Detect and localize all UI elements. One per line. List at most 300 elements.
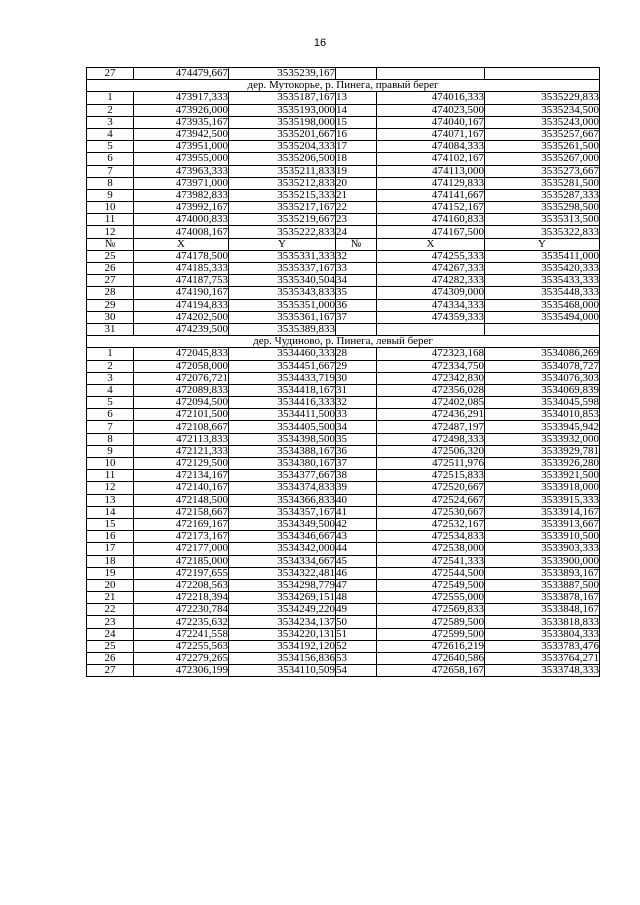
point-number: 12	[87, 482, 134, 494]
point-number: 26	[87, 653, 134, 665]
point-number: 22	[336, 202, 377, 214]
point-number: 54	[336, 665, 377, 677]
point-number: 40	[336, 494, 377, 506]
x-coordinate: 474187,753	[134, 275, 229, 287]
point-number: 31	[87, 323, 134, 335]
y-coordinate: 3535287,333	[485, 189, 600, 201]
point-number: 1	[87, 92, 134, 104]
y-coordinate: 3534192,120	[229, 640, 336, 652]
point-number: 35	[336, 433, 377, 445]
x-coordinate: 472658,167	[377, 665, 485, 677]
table-row	[87, 506, 600, 518]
point-number: 14	[87, 506, 134, 518]
y-coordinate: 3533903,333	[485, 543, 600, 555]
point-number: 1	[87, 348, 134, 360]
y-coordinate: 3535351,000	[229, 299, 336, 311]
y-coordinate: 3535222,833	[229, 226, 336, 238]
point-number: 21	[336, 189, 377, 201]
y-coordinate: 3535211,833	[229, 165, 336, 177]
y-coordinate: 3535204,333	[229, 141, 336, 153]
y-coordinate: 3534357,167	[229, 506, 336, 518]
x-coordinate: 472230,784	[134, 604, 229, 616]
x-coordinate: 472185,000	[134, 555, 229, 567]
y-coordinate: 3534110,509	[229, 665, 336, 677]
y-coordinate: 3534269,151	[229, 592, 336, 604]
point-number: 36	[336, 445, 377, 457]
x-coordinate: 472045,833	[134, 348, 229, 360]
point-number: 30	[87, 311, 134, 323]
point-number: 9	[87, 189, 134, 201]
table-row	[87, 116, 600, 128]
point-number: 47	[336, 579, 377, 591]
point-number: 20	[87, 579, 134, 591]
point-number: 8	[87, 177, 134, 189]
x-coordinate: 474202,500	[134, 311, 229, 323]
y-coordinate: 3535322,833	[485, 226, 600, 238]
x-coordinate: 474129,833	[377, 177, 485, 189]
y-coordinate: 3535261,500	[485, 141, 600, 153]
y-coordinate: 3535331,333	[229, 250, 336, 262]
x-coordinate: 472089,833	[134, 384, 229, 396]
y-coordinate: 3535239,167	[229, 68, 336, 80]
x-coordinate: 472158,667	[134, 506, 229, 518]
column-header: Y	[229, 238, 336, 250]
x-coordinate: 474194,833	[134, 299, 229, 311]
section-title-row	[87, 80, 600, 92]
point-number: 10	[87, 202, 134, 214]
column-header: №	[87, 238, 134, 250]
x-coordinate: 472402,085	[377, 397, 485, 409]
y-coordinate: 3533915,333	[485, 494, 600, 506]
x-coordinate: 473951,000	[134, 141, 229, 153]
x-coordinate: 472121,333	[134, 445, 229, 457]
point-number: 13	[336, 92, 377, 104]
point-number: 51	[336, 628, 377, 640]
table-row	[87, 640, 600, 652]
point-number: 21	[87, 592, 134, 604]
table-row	[87, 250, 600, 262]
table-row	[87, 311, 600, 323]
y-coordinate: 3534334,667	[229, 555, 336, 567]
point-number: 23	[87, 616, 134, 628]
x-coordinate: 472241,558	[134, 628, 229, 640]
point-number: 7	[87, 421, 134, 433]
y-coordinate: 3535215,333	[229, 189, 336, 201]
point-number: 37	[336, 311, 377, 323]
table-row	[87, 579, 600, 591]
x-coordinate: 472487,197	[377, 421, 485, 433]
table-row	[87, 665, 600, 677]
y-coordinate: 3533900,000	[485, 555, 600, 567]
section-title-row	[87, 336, 600, 348]
table-row	[87, 494, 600, 506]
y-coordinate: 3534010,853	[485, 409, 600, 421]
x-coordinate: 474185,333	[134, 263, 229, 275]
y-coordinate: 3533764,271	[485, 653, 600, 665]
table-row	[87, 409, 600, 421]
y-coordinate: 3533818,833	[485, 616, 600, 628]
point-number: 13	[87, 494, 134, 506]
y-coordinate: 3534069,839	[485, 384, 600, 396]
y-coordinate: 3533918,000	[485, 482, 600, 494]
y-coordinate: 3534451,667	[229, 360, 336, 372]
table-row	[87, 567, 600, 579]
x-coordinate: 474102,167	[377, 153, 485, 165]
y-coordinate: 3534342,000	[229, 543, 336, 555]
empty-cell	[336, 323, 377, 335]
table-row	[87, 518, 600, 530]
point-number: 49	[336, 604, 377, 616]
y-coordinate: 3535313,500	[485, 214, 600, 226]
x-coordinate: 473926,000	[134, 104, 229, 116]
table-row	[87, 482, 600, 494]
x-coordinate: 472498,333	[377, 433, 485, 445]
x-coordinate: 472134,167	[134, 470, 229, 482]
point-number: 25	[87, 250, 134, 262]
column-header: X	[134, 238, 229, 250]
point-number: 34	[336, 275, 377, 287]
y-coordinate: 3535187,167	[229, 92, 336, 104]
point-number: 17	[336, 141, 377, 153]
y-coordinate: 3535217,167	[229, 202, 336, 214]
y-coordinate: 3533913,667	[485, 518, 600, 530]
table-row	[87, 165, 600, 177]
y-coordinate: 3535433,333	[485, 275, 600, 287]
point-number: 45	[336, 555, 377, 567]
point-number: 17	[87, 543, 134, 555]
x-coordinate: 473982,833	[134, 189, 229, 201]
x-coordinate: 472534,833	[377, 531, 485, 543]
x-coordinate: 473963,333	[134, 165, 229, 177]
y-coordinate: 3534298,779	[229, 579, 336, 591]
y-coordinate: 3535206,500	[229, 153, 336, 165]
y-coordinate: 3535420,333	[485, 263, 600, 275]
table-row	[87, 628, 600, 640]
x-coordinate: 474239,500	[134, 323, 229, 335]
point-number: 26	[87, 263, 134, 275]
table-row	[87, 287, 600, 299]
point-number: 25	[87, 640, 134, 652]
y-coordinate: 3535494,000	[485, 311, 600, 323]
point-number: 33	[336, 263, 377, 275]
x-coordinate: 472436,291	[377, 409, 485, 421]
y-coordinate: 3533932,000	[485, 433, 600, 445]
y-coordinate: 3534234,137	[229, 616, 336, 628]
point-number: 11	[87, 214, 134, 226]
table-row	[87, 470, 600, 482]
table-row	[87, 348, 600, 360]
x-coordinate: 472599,500	[377, 628, 485, 640]
table-row	[87, 104, 600, 116]
y-coordinate: 3534249,220	[229, 604, 336, 616]
point-number: 20	[336, 177, 377, 189]
x-coordinate: 472129,500	[134, 458, 229, 470]
point-number: 19	[87, 567, 134, 579]
page-number: 16	[313, 37, 327, 49]
point-number: 27	[87, 665, 134, 677]
x-coordinate: 472506,320	[377, 445, 485, 457]
y-coordinate: 3534418,167	[229, 384, 336, 396]
table-row	[87, 275, 600, 287]
column-header: X	[377, 238, 485, 250]
point-number: 34	[336, 421, 377, 433]
point-number: 2	[87, 104, 134, 116]
x-coordinate: 472515,833	[377, 470, 485, 482]
point-number: 3	[87, 372, 134, 384]
x-coordinate: 472538,000	[377, 543, 485, 555]
empty-cell	[377, 323, 485, 335]
y-coordinate: 3533848,167	[485, 604, 600, 616]
y-coordinate: 3535219,667	[229, 214, 336, 226]
x-coordinate: 474113,000	[377, 165, 485, 177]
y-coordinate: 3533910,500	[485, 531, 600, 543]
point-number: 22	[87, 604, 134, 616]
x-coordinate: 474152,167	[377, 202, 485, 214]
y-coordinate: 3534398,500	[229, 433, 336, 445]
x-coordinate: 472255,563	[134, 640, 229, 652]
x-coordinate: 474190,167	[134, 287, 229, 299]
y-coordinate: 3535201,667	[229, 128, 336, 140]
point-number: 32	[336, 250, 377, 262]
y-coordinate: 3535212,833	[229, 177, 336, 189]
point-number: 50	[336, 616, 377, 628]
table-row	[87, 604, 600, 616]
y-coordinate: 3535448,333	[485, 287, 600, 299]
y-coordinate: 3535281,500	[485, 177, 600, 189]
x-coordinate: 474016,333	[377, 92, 485, 104]
x-coordinate: 474479,667	[134, 68, 229, 80]
x-coordinate: 472323,168	[377, 348, 485, 360]
point-number: 15	[87, 518, 134, 530]
point-number: 29	[87, 299, 134, 311]
point-number: 39	[336, 482, 377, 494]
y-coordinate: 3533748,333	[485, 665, 600, 677]
x-coordinate: 474359,333	[377, 311, 485, 323]
point-number: 28	[87, 287, 134, 299]
x-coordinate: 472279,265	[134, 653, 229, 665]
y-coordinate: 3535234,500	[485, 104, 600, 116]
table-row	[87, 202, 600, 214]
y-coordinate: 3534433,719	[229, 372, 336, 384]
y-coordinate: 3534416,333	[229, 397, 336, 409]
point-number: 41	[336, 506, 377, 518]
y-coordinate: 3535389,833	[229, 323, 336, 335]
point-number: 37	[336, 458, 377, 470]
x-coordinate: 472197,655	[134, 567, 229, 579]
x-coordinate: 472173,167	[134, 531, 229, 543]
x-coordinate: 472520,667	[377, 482, 485, 494]
x-coordinate: 474178,500	[134, 250, 229, 262]
table-row	[87, 531, 600, 543]
y-coordinate: 3535298,500	[485, 202, 600, 214]
y-coordinate: 3533926,280	[485, 458, 600, 470]
y-coordinate: 3535340,504	[229, 275, 336, 287]
point-number: 30	[336, 372, 377, 384]
x-coordinate: 472334,750	[377, 360, 485, 372]
point-number: 18	[87, 555, 134, 567]
table-row	[87, 555, 600, 567]
point-number: 42	[336, 518, 377, 530]
x-coordinate: 472511,976	[377, 458, 485, 470]
table-row	[87, 360, 600, 372]
y-coordinate: 3533929,781	[485, 445, 600, 457]
y-coordinate: 3534388,167	[229, 445, 336, 457]
y-coordinate: 3534322,481	[229, 567, 336, 579]
section-title: дер. Чудиново, р. Пинега, левый берег	[87, 336, 600, 348]
x-coordinate: 472356,028	[377, 384, 485, 396]
y-coordinate: 3533804,333	[485, 628, 600, 640]
y-coordinate: 3535257,667	[485, 128, 600, 140]
x-coordinate: 474141,667	[377, 189, 485, 201]
y-coordinate: 3533878,167	[485, 592, 600, 604]
x-coordinate: 472108,667	[134, 421, 229, 433]
point-number: 5	[87, 397, 134, 409]
point-number: 9	[87, 445, 134, 457]
x-coordinate: 474023,500	[377, 104, 485, 116]
y-coordinate: 3535267,000	[485, 153, 600, 165]
y-coordinate: 3534377,667	[229, 470, 336, 482]
table-row	[87, 299, 600, 311]
x-coordinate: 474008,167	[134, 226, 229, 238]
point-number: 10	[87, 458, 134, 470]
point-number: 4	[87, 384, 134, 396]
table-row	[87, 92, 600, 104]
x-coordinate: 472524,667	[377, 494, 485, 506]
empty-cell	[336, 68, 377, 80]
table-row	[87, 543, 600, 555]
x-coordinate: 472589,500	[377, 616, 485, 628]
x-coordinate: 474160,833	[377, 214, 485, 226]
y-coordinate: 3534156,836	[229, 653, 336, 665]
table-row	[87, 68, 600, 80]
point-number: 15	[336, 116, 377, 128]
point-number: 19	[336, 165, 377, 177]
point-number: 23	[336, 214, 377, 226]
x-coordinate: 472148,500	[134, 494, 229, 506]
x-coordinate: 472541,333	[377, 555, 485, 567]
table-row	[87, 323, 600, 335]
empty-cell	[485, 323, 600, 335]
x-coordinate: 474040,167	[377, 116, 485, 128]
point-number: 8	[87, 433, 134, 445]
point-number: 24	[336, 226, 377, 238]
y-coordinate: 3534366,833	[229, 494, 336, 506]
x-coordinate: 474255,333	[377, 250, 485, 262]
point-number: 24	[87, 628, 134, 640]
x-coordinate: 472532,167	[377, 518, 485, 530]
y-coordinate: 3534045,598	[485, 397, 600, 409]
table-row	[87, 189, 600, 201]
x-coordinate: 472177,000	[134, 543, 229, 555]
y-coordinate: 3534078,727	[485, 360, 600, 372]
x-coordinate: 474282,333	[377, 275, 485, 287]
point-number: 33	[336, 409, 377, 421]
point-number: 11	[87, 470, 134, 482]
point-number: 7	[87, 165, 134, 177]
y-coordinate: 3535411,000	[485, 250, 600, 262]
point-number: 27	[87, 275, 134, 287]
x-coordinate: 472640,586	[377, 653, 485, 665]
column-header-row	[87, 238, 600, 250]
x-coordinate: 472530,667	[377, 506, 485, 518]
table-row	[87, 397, 600, 409]
x-coordinate: 472101,500	[134, 409, 229, 421]
table-row	[87, 421, 600, 433]
x-coordinate: 474334,333	[377, 299, 485, 311]
point-number: 6	[87, 153, 134, 165]
x-coordinate: 472113,833	[134, 433, 229, 445]
x-coordinate: 473992,167	[134, 202, 229, 214]
empty-cell	[377, 68, 485, 80]
y-coordinate: 3535229,833	[485, 92, 600, 104]
table-row	[87, 153, 600, 165]
table-row	[87, 445, 600, 457]
x-coordinate: 472569,833	[377, 604, 485, 616]
table-row	[87, 263, 600, 275]
y-coordinate: 3534346,667	[229, 531, 336, 543]
empty-cell	[485, 68, 600, 80]
y-coordinate: 3534374,833	[229, 482, 336, 494]
point-number: 27	[87, 68, 134, 80]
y-coordinate: 3534380,167	[229, 458, 336, 470]
table-row	[87, 433, 600, 445]
x-coordinate: 473955,000	[134, 153, 229, 165]
x-coordinate: 472235,632	[134, 616, 229, 628]
point-number: 4	[87, 128, 134, 140]
x-coordinate: 472616,219	[377, 640, 485, 652]
x-coordinate: 474167,500	[377, 226, 485, 238]
x-coordinate: 472544,500	[377, 567, 485, 579]
y-coordinate: 3534086,269	[485, 348, 600, 360]
y-coordinate: 3534405,500	[229, 421, 336, 433]
x-coordinate: 474084,333	[377, 141, 485, 153]
point-number: 6	[87, 409, 134, 421]
point-number: 36	[336, 299, 377, 311]
column-header: №	[336, 238, 377, 250]
point-number: 43	[336, 531, 377, 543]
y-coordinate: 3535273,667	[485, 165, 600, 177]
y-coordinate: 3535343,833	[229, 287, 336, 299]
point-number: 44	[336, 543, 377, 555]
table-row	[87, 384, 600, 396]
y-coordinate: 3535468,000	[485, 299, 600, 311]
y-coordinate: 3533887,500	[485, 579, 600, 591]
x-coordinate: 472169,167	[134, 518, 229, 530]
table-row	[87, 653, 600, 665]
table-row	[87, 616, 600, 628]
x-coordinate: 472208,563	[134, 579, 229, 591]
x-coordinate: 472218,394	[134, 592, 229, 604]
x-coordinate: 474309,000	[377, 287, 485, 299]
y-coordinate: 3533783,476	[485, 640, 600, 652]
y-coordinate: 3534076,303	[485, 372, 600, 384]
y-coordinate: 3535193,000	[229, 104, 336, 116]
point-number: 48	[336, 592, 377, 604]
x-coordinate: 473935,167	[134, 116, 229, 128]
x-coordinate: 472342,830	[377, 372, 485, 384]
point-number: 52	[336, 640, 377, 652]
point-number: 29	[336, 360, 377, 372]
x-coordinate: 472076,721	[134, 372, 229, 384]
point-number: 31	[336, 384, 377, 396]
x-coordinate: 472058,000	[134, 360, 229, 372]
y-coordinate: 3534349,500	[229, 518, 336, 530]
x-coordinate: 472549,500	[377, 579, 485, 591]
table-row	[87, 458, 600, 470]
y-coordinate: 3535243,000	[485, 116, 600, 128]
point-number: 38	[336, 470, 377, 482]
x-coordinate: 472140,167	[134, 482, 229, 494]
